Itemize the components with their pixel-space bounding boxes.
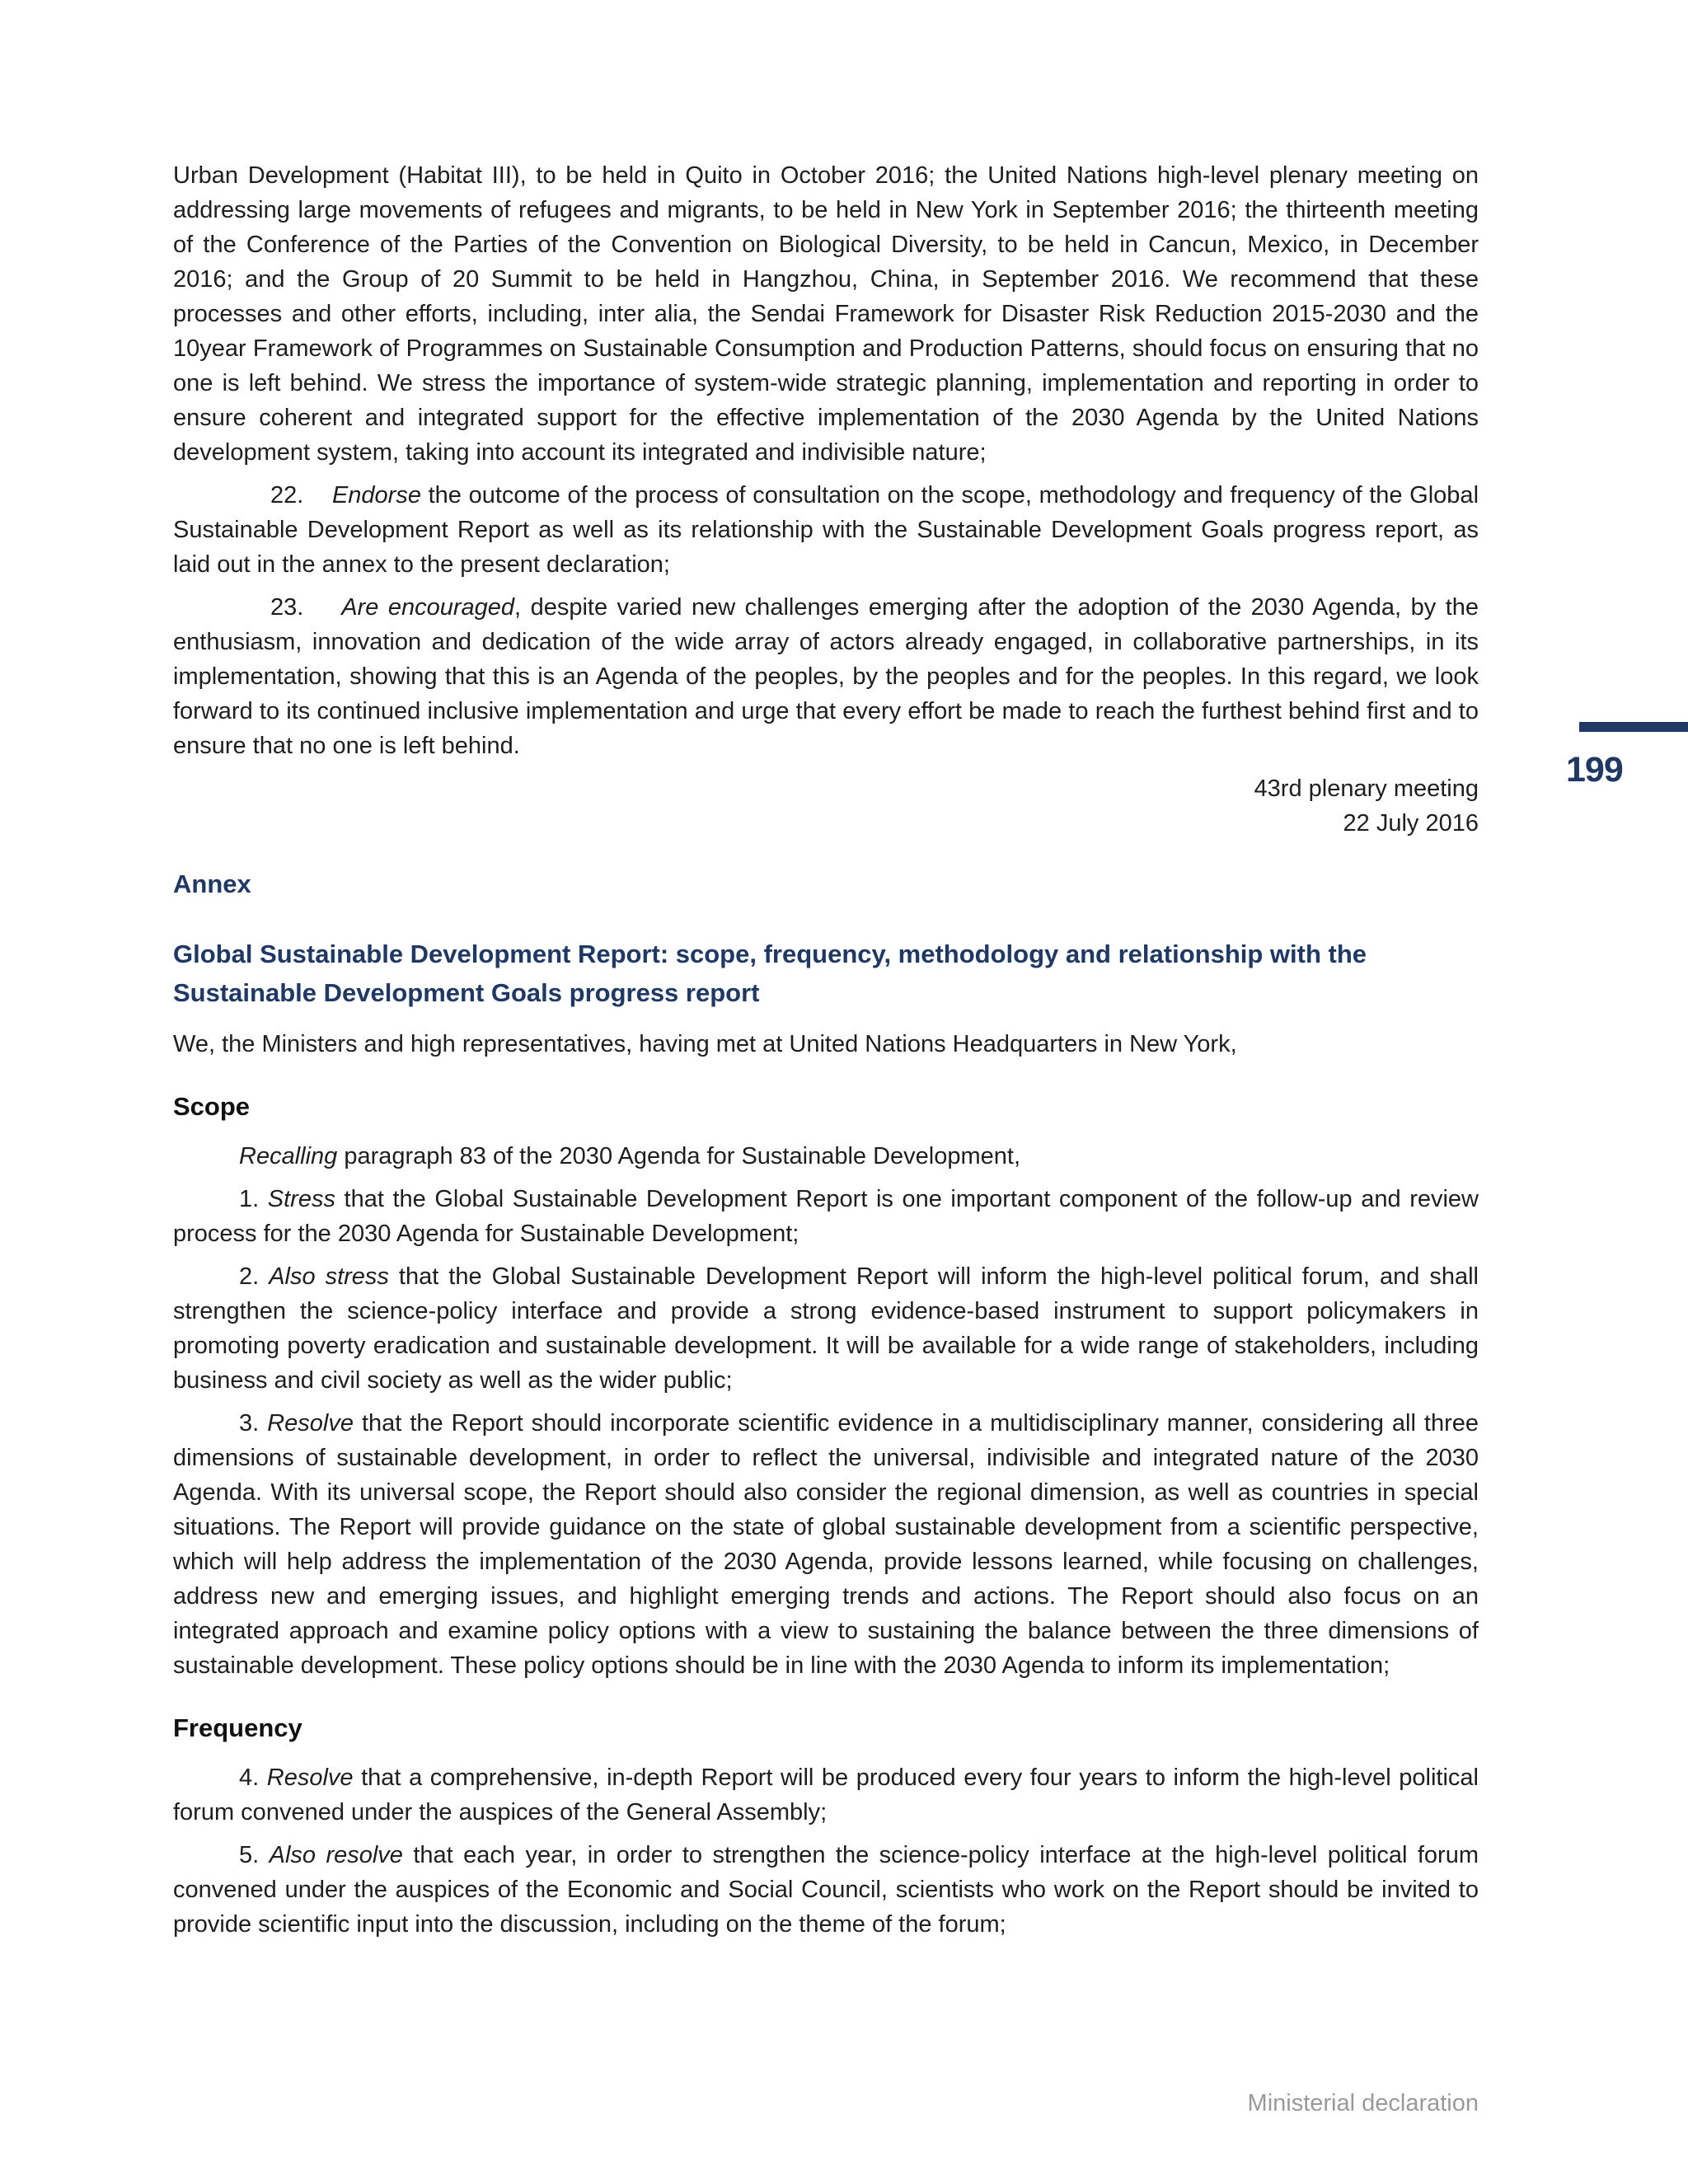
paragraph-text: that the Report should incorporate scientific evidence in a multidisciplinary manner, considering all three dimensions of sustainable development, in order to reflect the universal, indivisible and integrated nature of the 2030 Agenda. With its universal scope, the Report should also consider the regional dimension, as well as countries in special situations. The Report will provide guidance on the state of global sustainable development from a scientific perspective, which will help address the implementation of the 2030 Agenda, provide lessons learned, while focusing on challenges, address new and emerging issues, and highlight emerging trends and actions. The Report should also focus on an integrated approach and examine policy options with a view to sustaining the balance between the three dimensions of sustainable development. These policy options should be in line with the 2030 Agenda to inform its implementation; [173, 1410, 1479, 1679]
paragraph-keyword: Also resolve [269, 1842, 403, 1868]
paragraph-number: 22. [270, 482, 304, 509]
paragraph-keyword: Recalling [239, 1143, 338, 1169]
paragraph-number: 4. [239, 1765, 260, 1791]
paragraph-keyword: Are encouraged [341, 594, 515, 621]
paragraph-number: 23. [270, 594, 304, 621]
scope-item-2 [173, 1259, 1479, 1398]
paragraph-text: , despite varied new challenges emerging after the adoption of the 2030 Agenda, by the enthusiasm, innovation and dedication of the wide array of actors already engaged, in collaborative partnerships, in its implementation, showing that this is an Agenda of the peoples, by the peoples and for the peoples. In this regard, we look forward to its continued inclusive implementation and urge that every effort be made to reach the furthest behind first and to ensure that no one is left behind. [173, 594, 1479, 759]
scope-item-1 [173, 1182, 1479, 1251]
main-text-column [173, 158, 1479, 1942]
annex-intro: We, the Ministers and high representatives, having met at United Nations Headquarters in New York, [173, 1031, 1237, 1057]
paragraph-number: 1. [239, 1186, 260, 1212]
page-edge-accent-bar [1579, 722, 1688, 732]
paragraph-keyword: Resolve [267, 1410, 354, 1436]
paragraph-22 [173, 478, 1479, 582]
paragraph-number: 5. [239, 1842, 260, 1868]
page-number: 199 [1566, 750, 1623, 790]
paragraph-23 [173, 590, 1479, 763]
paragraph-keyword: Also stress [269, 1263, 389, 1290]
section-heading-scope: Scope [173, 1092, 251, 1121]
scope-item-3 [173, 1406, 1479, 1683]
signoff-block [173, 771, 1479, 841]
paragraph-keyword: Endorse [331, 482, 421, 509]
paragraph-number: 2. [239, 1263, 260, 1290]
paragraph-text: that the Global Sustainable Development Report is one important component of the follow-up and review process for the 2030 Agenda for Sustainable Development; [173, 1186, 1479, 1247]
recalling-paragraph [173, 1139, 1479, 1174]
frequency-item-4 [173, 1760, 1479, 1830]
continued-paragraph: Urban Development (Habitat III), to be held in Quito in October 2016; the United Nations high-level plenary meeting on addressing large movements of refugees and migrants, to be held in New York in September 2016; the thirteenth meeting of the Conference of the Parties of the Convention on Biological Diversity, to be held in Cancun, Mexico, in December 2016; and the Group of 20 Summit to be held in Hangzhou, China, in September 2016. We recommend that these processes and other efforts, including, inter alia, the Sendai Framework for Disaster Risk Reduction 2015-2030 and the 10year Framework of Programmes on Sustainable Consumption and Production Patterns, should focus on ensuring that no one is left behind. We stress the importance of system-wide strategic planning, implementation and reporting in order to ensure coherent and integrated support for the effective implementation of the 2030 Agenda by the United Nations development system, taking into account its integrated and indivisible nature; [173, 162, 1479, 466]
annex-title: Annex [173, 869, 251, 898]
paragraph-text: that the Global Sustainable Development Report will inform the high-level political forum, and shall strengthen the science-policy interface and provide a strong evidence-based instrument to support policymakers in promoting poverty eradication and sustainable development. It will be available for a wide range of stakeholders, including business and civil society as well as the wider public; [173, 1263, 1479, 1394]
paragraph-keyword: Stress [267, 1186, 335, 1212]
paragraph-text: paragraph 83 of the 2030 Agenda for Sustainable Development, [337, 1143, 1021, 1169]
paragraph-text: the outcome of the process of consultation on the scope, methodology and frequency of the Global Sustainable Development Report as well as its relationship with the Sustainable Development Goals progress report, as laid out in the annex to the present declaration; [173, 482, 1479, 578]
section-heading-frequency: Frequency [173, 1713, 302, 1742]
paragraph-text: that each year, in order to strengthen the science-policy interface at the high-level political forum convened under the auspices of the Economic and Social Council, scientists who work on the Report should be invited to provide scientific input into the discussion, including on the theme of the forum; [173, 1842, 1479, 1938]
annex-subtitle: Global Sustainable Development Report: scope, frequency, methodology and relationship with the Sustainable Development Goals progress report [173, 940, 1367, 1007]
signoff-date: 22 July 2016 [1343, 810, 1479, 837]
paragraph-text: that a comprehensive, in-depth Report will be produced every four years to inform the high-level political forum convened under the auspices of the General Assembly; [173, 1765, 1479, 1825]
paragraph-keyword: Resolve [266, 1765, 354, 1791]
running-footer: Ministerial declaration [1247, 2090, 1479, 2116]
frequency-item-5 [173, 1838, 1479, 1942]
signoff-meeting: 43rd plenary meeting [1254, 776, 1479, 802]
paragraph-number: 3. [239, 1410, 260, 1436]
